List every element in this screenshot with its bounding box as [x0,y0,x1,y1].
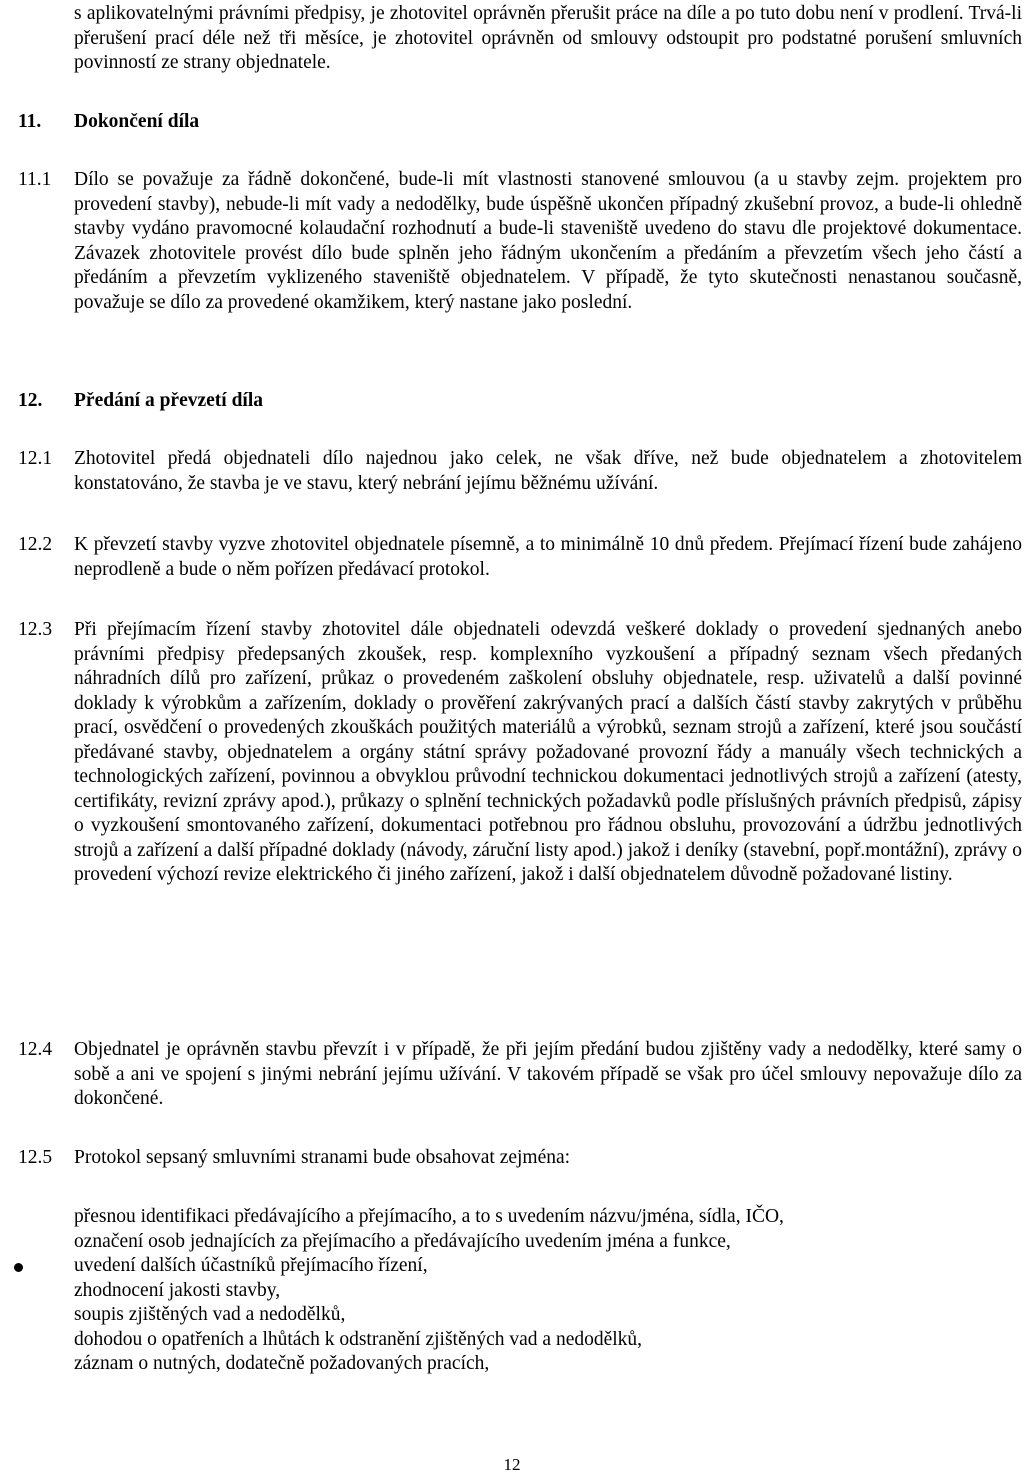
section-number: 12. [18,390,43,411]
bullet-icon [14,1263,23,1272]
list-item: zhodnocení jakosti stavby, [74,1279,281,1301]
paragraph-text: Protokol sepsaný smluvními stranami bude obsahovat zejména: [74,1147,571,1168]
list-item: dohodou o opatřeních a lhůtách k odstranění zjištěných vad a nedodělků, [74,1328,643,1350]
paragraph-number: 12.5 [18,1147,53,1168]
paragraph-number: 11.1 [18,169,52,190]
list-item: uvedení dalších účastníků přejímacího řízení, [74,1254,974,1279]
list-item: soupis zjištěných vad a nedodělků, [74,1304,346,1325]
list-item: přesnou identifikaci předávajícího a přejímacího, a to s uvedením názvu/jména, sídla, IČO, [74,1206,784,1227]
paragraph-text: Objednatel je oprávněn stavbu převzít i v případě, že při jejím předání budou zjištěny vady a nedodělky, které samy o sobě a ani ve spojení s jinými nebrání jejímu užívání. V takovém případě se však pro účel smlouvy nepovažuje dílo za dokončené. [74,1039,1022,1109]
page-number: 12 [503,1455,521,1474]
lead-paragraph: s aplikovatelnými právními předpisy, je zhotovitel oprávněn přerušit práce na díle a po tuto dobu není v prodlení. Trvá-li přerušení prací déle než tři měsíce, je zhotovitel oprávněn od smlouvy odstoupit pro podstatné porušení smluvních povinností ze strany objednatele. [74,3,1022,73]
section-title: Předání a převzetí díla [74,390,264,411]
paragraph-text: Při přejímacím řízení stavby zhotovitel dále objednateli odevzdá veškeré doklady o provedení sjednaných anebo právními předpisy předepsaných zkoušek, resp. komplexního vyzkoušení a případný seznam všech předaných náhradních dílů pro zařízení, průkaz o provedeném zaškolení obsluhy objednatele, resp. uživatelů a další povinné doklady k výrobkům a zařízením, doklady o prověření zakrývaných prací a dalších částí stavby zakrytých v průběhu prací, osvědčení o provedených zkouškách použitých materiálů a výrobků, seznam strojů a zařízení, které jsou součástí předávané stavby, objednatelem a orgány státní správy požadované provozní řády a manuály všech technických a technologických zařízení, povinnou a obvyklou průvodní technickou dokumentaci jednotlivých strojů a zařízení (atesty, certifikáty, revizní zprávy apod.), průkazy o splnění technických požadavků podle příslušných právních předpisů, zápisy o vyzkoušení smontovaného zařízení, dokumentaci potřebnou pro řádnou obsluhu, provozování a údržbu jednotlivých strojů a zařízení a další případné doklady (návody, záruční listy apod.) jakož i deníky (stavební, popř.montážní), zprávy o provedení výchozí revize elektrického či jiného zařízení, jakož i další objednatelem důvodně požadované listiny. [74,619,1022,885]
list-item: záznam o nutných, dodatečně požadovaných pracích, [74,1353,490,1374]
paragraph-number: 12.3 [18,619,53,640]
paragraph-number: 12.4 [18,1039,53,1060]
paragraph-text: Dílo se považuje za řádně dokončené, bude-li mít vlastnosti stanovené smlouvou (a u stavby zejm. projektem pro provedení stavby), nebude-li mít vady a nedodělky, bude úspěšně ukončen případný zkušební provoz, a bude-li ohledně stavby vydáno pravomocné kolaudační rozhodnutí a bude-li staveniště uvedeno do stavu dle projektové dokumentace. Závazek zhotovitele provést dílo bude splněn jeho řádným ukončením a předáním a převzetím všech jeho částí a předáním a převzetím vyklizeného staveniště objednatelem. V případě, že tyto skutečnosti nenastanou současně, považuje se dílo za provedené okamžikem, který nastane jako poslední. [74,169,1022,313]
paragraph-text: Zhotovitel předá objednateli dílo najednou jako celek, ne však dříve, než bude objednatelem a zhotovitelem konstatováno, že stavba je ve stavu, který nebrání jejímu běžnému užívání. [74,448,1022,494]
paragraph-number: 12.2 [18,534,53,555]
section-number: 11. [18,111,42,132]
list-item: označení osob jednajících za přejímacího a předávajícího uvedením jména a funkce, [74,1230,731,1252]
paragraph-text: K převzetí stavby vyzve zhotovitel objednatele písemně, a to minimálně 10 dnů předem. Přejímací řízení bude zahájeno neprodleně a bude o něm pořízen předávací protokol. [74,534,1022,580]
section-title: Dokončení díla [74,111,200,132]
paragraph-number: 12.1 [18,448,53,469]
